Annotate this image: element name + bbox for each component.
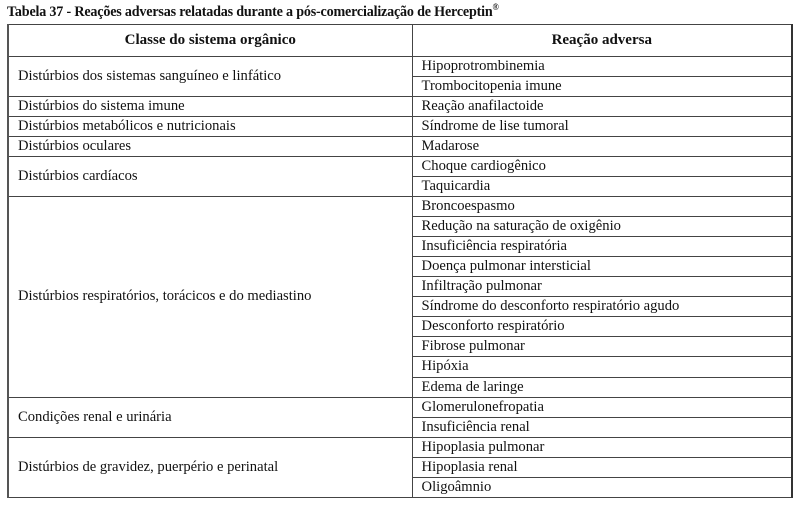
caption-text: Tabela 37 - Reações adversas relatadas durante a pós-comercialização de Herceptin (7, 4, 493, 20)
adverse-reactions-table (7, 24, 793, 498)
table-row (8, 57, 792, 77)
header-organ-class: Classe do sistema orgânico (8, 25, 412, 57)
organ-class-cell: Distúrbios respiratórios, torácicos e do mediastino (8, 197, 412, 397)
adverse-reaction-cell: Hipoplasia pulmonar (412, 437, 792, 457)
organ-class-cell: Distúrbios oculares (8, 137, 412, 157)
organ-class-cell: Distúrbios de gravidez, puerpério e perinatal (8, 437, 412, 497)
adverse-reaction-cell: Reação anafilactoide (412, 97, 792, 117)
adverse-reaction-cell: Oligoâmnio (412, 477, 792, 497)
adverse-reaction-cell: Madarose (412, 137, 792, 157)
adverse-reaction-cell: Insuficiência respiratória (412, 237, 792, 257)
adverse-reaction-cell: Desconforto respiratório (412, 317, 792, 337)
organ-class-cell: Distúrbios cardíacos (8, 157, 412, 197)
table-body (8, 57, 792, 498)
table-row (8, 117, 792, 137)
header-row (8, 25, 792, 57)
adverse-reaction-cell: Insuficiência renal (412, 417, 792, 437)
adverse-reaction-cell: Síndrome do desconforto respiratório agudo (412, 297, 792, 317)
table-caption (7, 2, 499, 21)
table-row (8, 397, 792, 417)
table-row (8, 157, 792, 177)
adverse-reaction-cell: Edema de laringe (412, 377, 792, 397)
adverse-reaction-cell: Síndrome de lise tumoral (412, 117, 792, 137)
adverse-reaction-cell: Broncoespasmo (412, 197, 792, 217)
table-row (8, 197, 792, 217)
organ-class-cell: Distúrbios dos sistemas sanguíneo e linfático (8, 57, 412, 97)
adverse-reaction-cell: Fibrose pulmonar (412, 337, 792, 357)
adverse-reaction-cell: Hipóxia (412, 357, 792, 377)
table-row (8, 97, 792, 117)
adverse-reaction-cell: Hipoprotrombinemia (412, 57, 792, 77)
table-row (8, 437, 792, 457)
organ-class-cell: Condições renal e urinária (8, 397, 412, 437)
adverse-reaction-cell: Taquicardia (412, 177, 792, 197)
header-adverse-reaction: Reação adversa (412, 25, 792, 57)
registered-mark: ® (492, 2, 499, 12)
adverse-reaction-cell: Trombocitopenia imune (412, 77, 792, 97)
adverse-reaction-cell: Infiltração pulmonar (412, 277, 792, 297)
adverse-reaction-cell: Redução na saturação de oxigênio (412, 217, 792, 237)
organ-class-cell: Distúrbios metabólicos e nutricionais (8, 117, 412, 137)
adverse-reaction-cell: Choque cardiogênico (412, 157, 792, 177)
table-row (8, 137, 792, 157)
adverse-reaction-cell: Doença pulmonar intersticial (412, 257, 792, 277)
adverse-reaction-cell: Glomerulonefropatia (412, 397, 792, 417)
adverse-reaction-cell: Hipoplasia renal (412, 457, 792, 477)
organ-class-cell: Distúrbios do sistema imune (8, 97, 412, 117)
